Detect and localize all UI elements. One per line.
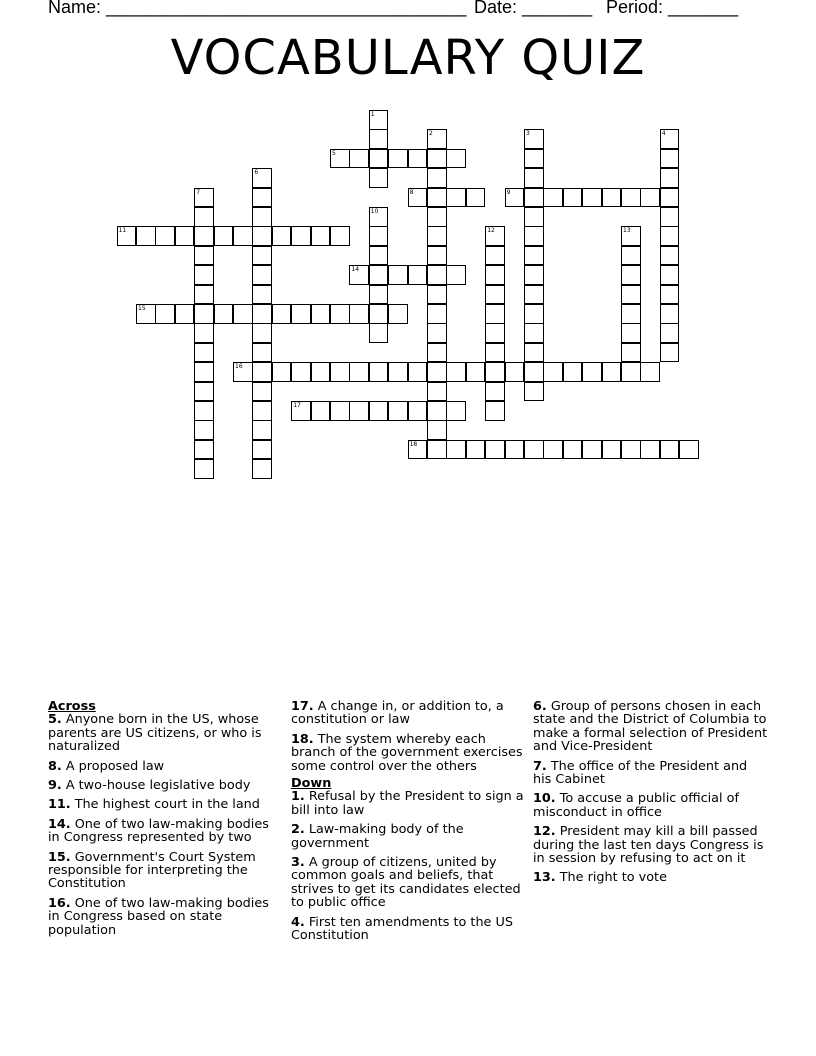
clue-text: A group of citizens, united by common goals and beliefs, that strives to get its candidates elected to public office bbox=[291, 855, 521, 911]
crossword-cell[interactable] bbox=[660, 188, 680, 208]
crossword-cell[interactable] bbox=[446, 265, 466, 285]
crossword-cell[interactable] bbox=[233, 304, 253, 324]
clue-number: 5. bbox=[48, 712, 62, 728]
clue-item bbox=[291, 916, 529, 943]
crossword-cell[interactable] bbox=[194, 343, 214, 363]
crossword-cell[interactable] bbox=[194, 440, 214, 460]
crossword-cell[interactable] bbox=[252, 420, 272, 440]
clue-number: 6. bbox=[533, 699, 547, 714]
crossword-cell[interactable] bbox=[330, 226, 350, 246]
crossword-cell[interactable] bbox=[621, 188, 641, 208]
cell-number: 6 bbox=[254, 169, 259, 177]
clue-item bbox=[291, 823, 529, 850]
cell-number: 7 bbox=[196, 188, 201, 196]
clue-number: 2. bbox=[291, 822, 305, 838]
crossword-cell[interactable] bbox=[602, 362, 622, 382]
crossword-cell[interactable] bbox=[272, 304, 292, 324]
crossword-cell[interactable] bbox=[660, 168, 680, 188]
crossword-cell[interactable] bbox=[311, 401, 331, 421]
crossword-cell[interactable] bbox=[427, 188, 447, 208]
clue-number: 15. bbox=[48, 849, 71, 865]
crossword-cell[interactable] bbox=[602, 440, 622, 460]
crossword-cell[interactable] bbox=[291, 401, 311, 421]
crossword-cell[interactable] bbox=[272, 226, 292, 246]
crossword-cell[interactable] bbox=[427, 226, 447, 246]
crossword-cell[interactable] bbox=[388, 304, 408, 324]
crossword-cell[interactable] bbox=[524, 362, 544, 382]
crossword-cell[interactable] bbox=[446, 188, 466, 208]
crossword-cell[interactable] bbox=[369, 246, 389, 266]
crossword-cell[interactable] bbox=[194, 188, 214, 208]
crossword-cell[interactable] bbox=[621, 304, 641, 324]
crossword-cell[interactable] bbox=[252, 362, 272, 382]
crossword-cell[interactable] bbox=[291, 362, 311, 382]
clue-text: The highest court in the land bbox=[70, 797, 260, 813]
crossword-cell[interactable] bbox=[408, 188, 428, 208]
clue-text: One of two law-making bodies in Congress based on state population bbox=[48, 895, 269, 938]
clue-text: A proposed law bbox=[61, 758, 165, 774]
clue-text: Government's Court System responsible for interpreting the Constitution bbox=[48, 849, 256, 892]
clue-item bbox=[533, 871, 769, 884]
clue-text: Anyone born in the US, whose parents are US citizens, or who is naturalized bbox=[48, 712, 262, 755]
cell-number: 8 bbox=[409, 188, 414, 196]
clue-item bbox=[533, 760, 769, 787]
crossword-cell[interactable] bbox=[485, 285, 505, 305]
crossword-cell[interactable] bbox=[582, 362, 602, 382]
crossword-cell[interactable] bbox=[252, 401, 272, 421]
clue-number: 14. bbox=[48, 816, 71, 832]
crossword-cell[interactable] bbox=[660, 129, 680, 149]
cell-number: 15 bbox=[138, 305, 146, 312]
crossword-cell[interactable] bbox=[427, 246, 447, 266]
crossword-cell[interactable] bbox=[505, 188, 525, 208]
crossword-cell[interactable] bbox=[252, 168, 272, 188]
crossword-cell[interactable] bbox=[233, 226, 253, 246]
clue-text: A change in, or addition to, a constitution or law bbox=[291, 699, 504, 728]
clue-text: To accuse a public official of misconduct in office bbox=[533, 791, 739, 820]
crossword-cell[interactable] bbox=[524, 207, 544, 227]
crossword-cell[interactable] bbox=[621, 226, 641, 246]
crossword-cell[interactable] bbox=[485, 401, 505, 421]
crossword-cell[interactable] bbox=[446, 149, 466, 169]
crossword-cell[interactable] bbox=[194, 401, 214, 421]
crossword-cell[interactable] bbox=[640, 188, 660, 208]
page-title: VOCABULARY QUIZ bbox=[170, 30, 646, 86]
crossword-cell[interactable] bbox=[252, 207, 272, 227]
crossword-cell[interactable] bbox=[427, 129, 447, 149]
crossword-cell[interactable] bbox=[194, 265, 214, 285]
crossword-cell[interactable] bbox=[485, 304, 505, 324]
clue-number: 1. bbox=[291, 789, 305, 805]
crossword-cell[interactable] bbox=[349, 149, 369, 169]
crossword-cell[interactable] bbox=[524, 440, 544, 460]
crossword-cell[interactable] bbox=[194, 226, 214, 246]
crossword-cell[interactable] bbox=[272, 362, 292, 382]
crossword-cell[interactable] bbox=[446, 440, 466, 460]
clue-number: 4. bbox=[291, 914, 305, 930]
crossword-cell[interactable] bbox=[524, 382, 544, 402]
crossword-cell[interactable] bbox=[485, 440, 505, 460]
clue-item bbox=[291, 733, 529, 773]
crossword-cell[interactable] bbox=[408, 149, 428, 169]
crossword-cell[interactable] bbox=[466, 362, 486, 382]
clue-item bbox=[48, 779, 276, 792]
crossword-cell[interactable] bbox=[524, 265, 544, 285]
crossword-cell[interactable] bbox=[136, 226, 156, 246]
crossword-cell[interactable] bbox=[252, 382, 272, 402]
cell-number: 10 bbox=[370, 208, 379, 215]
clue-number: 8. bbox=[48, 758, 62, 774]
cell-number: 18 bbox=[409, 440, 418, 448]
crossword-cell[interactable] bbox=[427, 401, 447, 421]
crossword-cell[interactable] bbox=[408, 265, 428, 285]
crossword-cell[interactable] bbox=[233, 362, 253, 382]
crossword-cell[interactable] bbox=[214, 304, 234, 324]
crossword-cell[interactable] bbox=[524, 285, 544, 305]
crossword-cell[interactable] bbox=[660, 265, 680, 285]
crossword-cell[interactable] bbox=[349, 304, 369, 324]
crossword-cell[interactable] bbox=[660, 285, 680, 305]
clue-number: 9. bbox=[48, 778, 62, 794]
crossword-cell[interactable] bbox=[349, 362, 369, 382]
crossword-cell[interactable] bbox=[252, 226, 272, 246]
crossword-cell[interactable] bbox=[194, 382, 214, 402]
crossword-cell[interactable] bbox=[446, 401, 466, 421]
crossword-cell[interactable] bbox=[524, 343, 544, 363]
crossword-cell[interactable] bbox=[505, 362, 525, 382]
clue-number: 18. bbox=[291, 731, 314, 747]
crossword-cell[interactable] bbox=[524, 323, 544, 343]
cell-number: 17 bbox=[293, 402, 301, 409]
crossword-cell[interactable] bbox=[194, 304, 214, 324]
crossword-cell[interactable] bbox=[369, 285, 389, 305]
crossword-cell[interactable] bbox=[660, 440, 680, 460]
crossword-cell[interactable] bbox=[252, 246, 272, 266]
date-field-label: Date: _______ bbox=[474, 0, 593, 17]
crossword-cell[interactable] bbox=[291, 226, 311, 246]
crossword-cell[interactable] bbox=[640, 362, 660, 382]
crossword-cell[interactable] bbox=[311, 226, 331, 246]
crossword-cell[interactable] bbox=[660, 246, 680, 266]
clue-number: 12. bbox=[533, 824, 556, 840]
clue-text: First ten amendments to the US Constitution bbox=[291, 914, 513, 944]
clue-text: The office of the President and his Cabinet bbox=[533, 758, 748, 788]
crossword-cell[interactable] bbox=[427, 382, 447, 402]
crossword-cell[interactable] bbox=[369, 149, 389, 169]
cell-number: 12 bbox=[487, 227, 495, 235]
crossword-cell[interactable] bbox=[408, 362, 428, 382]
clue-item bbox=[48, 851, 276, 891]
cell-number: 11 bbox=[118, 227, 127, 235]
crossword-cell[interactable] bbox=[369, 129, 389, 149]
clue-number: 13. bbox=[533, 870, 556, 886]
clue-item bbox=[48, 897, 276, 937]
crossword-cell[interactable] bbox=[349, 401, 369, 421]
crossword-cell[interactable] bbox=[660, 149, 680, 169]
crossword-cell[interactable] bbox=[621, 246, 641, 266]
cell-number: 14 bbox=[351, 266, 360, 274]
crossword-cell[interactable] bbox=[194, 246, 214, 266]
crossword-cell[interactable] bbox=[621, 362, 641, 382]
down-heading: Down bbox=[291, 776, 332, 792]
crossword-cell[interactable] bbox=[582, 440, 602, 460]
crossword-cell[interactable] bbox=[427, 207, 447, 227]
crossword-cell[interactable] bbox=[252, 323, 272, 343]
clue-number: 16. bbox=[48, 895, 71, 911]
crossword-cell[interactable] bbox=[194, 323, 214, 343]
clue-text: A two-house legislative body bbox=[61, 778, 251, 794]
crossword-cell[interactable] bbox=[330, 149, 350, 169]
crossword-cell[interactable] bbox=[427, 323, 447, 343]
clue-text: The system whereby each branch of the government exercises some control over the others bbox=[291, 731, 523, 774]
crossword-cell[interactable] bbox=[388, 149, 408, 169]
cell-number: 13 bbox=[623, 227, 631, 235]
crossword-cell[interactable] bbox=[427, 304, 447, 324]
crossword-cell[interactable] bbox=[252, 285, 272, 305]
crossword-cell[interactable] bbox=[252, 459, 272, 479]
crossword-cell[interactable] bbox=[194, 285, 214, 305]
clue-text: One of two law-making bodies in Congress represented by two bbox=[48, 816, 269, 846]
crossword-cell[interactable] bbox=[388, 362, 408, 382]
clue-number: 3. bbox=[291, 855, 305, 871]
crossword-cell[interactable] bbox=[175, 304, 195, 324]
crossword-cell[interactable] bbox=[117, 226, 137, 246]
crossword-cell[interactable] bbox=[563, 362, 583, 382]
crossword-cell[interactable] bbox=[427, 285, 447, 305]
crossword-cell[interactable] bbox=[369, 362, 389, 382]
crossword-cell[interactable] bbox=[388, 401, 408, 421]
crossword-cell[interactable] bbox=[175, 226, 195, 246]
crossword-cell[interactable] bbox=[640, 440, 660, 460]
period-field-label: Period: _______ bbox=[606, 0, 739, 17]
crossword-cell[interactable] bbox=[155, 304, 175, 324]
crossword-cell[interactable] bbox=[408, 401, 428, 421]
crossword-cell[interactable] bbox=[155, 226, 175, 246]
crossword-cell[interactable] bbox=[311, 304, 331, 324]
clues-column-3 bbox=[533, 700, 769, 891]
crossword-cell[interactable] bbox=[136, 304, 156, 324]
crossword-cell[interactable] bbox=[543, 188, 563, 208]
crossword-cell[interactable] bbox=[524, 188, 544, 208]
clue-item bbox=[533, 825, 769, 865]
crossword-cell[interactable] bbox=[252, 188, 272, 208]
across-heading: Across bbox=[48, 699, 96, 714]
cell-number: 4 bbox=[661, 130, 666, 138]
crossword-cell[interactable] bbox=[660, 343, 680, 363]
cell-number: 2 bbox=[429, 130, 433, 138]
crossword-cell[interactable] bbox=[485, 343, 505, 363]
clue-number: 10. bbox=[533, 791, 556, 807]
clues-column-1 bbox=[48, 700, 276, 943]
crossword-cell[interactable] bbox=[660, 207, 680, 227]
crossword-cell[interactable] bbox=[563, 188, 583, 208]
crossword-cell[interactable] bbox=[369, 304, 389, 324]
cell-number: 5 bbox=[332, 149, 336, 157]
cell-number: 16 bbox=[235, 363, 243, 371]
crossword-cell[interactable] bbox=[291, 304, 311, 324]
crossword-cell[interactable] bbox=[466, 188, 486, 208]
clue-item bbox=[291, 700, 529, 727]
crossword-cell[interactable] bbox=[369, 226, 389, 246]
crossword-cell[interactable] bbox=[524, 149, 544, 169]
crossword-cell[interactable] bbox=[505, 440, 525, 460]
crossword-cell[interactable] bbox=[582, 188, 602, 208]
clue-number: 11. bbox=[48, 797, 71, 813]
crossword-cell[interactable] bbox=[252, 343, 272, 363]
crossword-cell[interactable] bbox=[427, 168, 447, 188]
crossword-cell[interactable] bbox=[194, 207, 214, 227]
crossword-cell[interactable] bbox=[485, 382, 505, 402]
crossword-cell[interactable] bbox=[621, 343, 641, 363]
crossword-cell[interactable] bbox=[369, 110, 389, 130]
crossword-cell[interactable] bbox=[621, 285, 641, 305]
crossword-cell[interactable] bbox=[524, 129, 544, 149]
crossword-cell[interactable] bbox=[252, 440, 272, 460]
clue-text: The right to vote bbox=[555, 870, 667, 886]
clue-text: Law-making body of the government bbox=[291, 822, 464, 851]
crossword-cell[interactable] bbox=[427, 362, 447, 382]
cell-number: 9 bbox=[506, 188, 511, 196]
name-field-label: Name: ____________________________________ bbox=[48, 0, 467, 17]
clue-number: 7. bbox=[533, 758, 547, 774]
crossword-cell[interactable] bbox=[446, 362, 466, 382]
crossword-cell[interactable] bbox=[369, 207, 389, 227]
crossword-cell[interactable] bbox=[466, 440, 486, 460]
crossword-cell[interactable] bbox=[602, 188, 622, 208]
crossword-cell[interactable] bbox=[427, 343, 447, 363]
clue-text: Refusal by the President to sign a bill into law bbox=[291, 789, 524, 818]
crossword-cell[interactable] bbox=[621, 265, 641, 285]
crossword-cell[interactable] bbox=[621, 440, 641, 460]
crossword-cell[interactable] bbox=[214, 226, 234, 246]
crossword-cell[interactable] bbox=[563, 440, 583, 460]
clue-item bbox=[291, 856, 529, 910]
crossword-cell[interactable] bbox=[660, 323, 680, 343]
crossword-cell[interactable] bbox=[621, 323, 641, 343]
clue-item bbox=[48, 760, 276, 773]
clue-item bbox=[533, 792, 769, 819]
clue-item bbox=[48, 798, 276, 811]
crossword-cell[interactable] bbox=[427, 420, 447, 440]
crossword-cell[interactable] bbox=[524, 246, 544, 266]
crossword-cell[interactable] bbox=[349, 265, 369, 285]
crossword-cell[interactable] bbox=[252, 304, 272, 324]
crossword-cell[interactable] bbox=[485, 226, 505, 246]
crossword-cell[interactable] bbox=[485, 246, 505, 266]
clue-number: 17. bbox=[291, 699, 314, 714]
crossword-cell[interactable] bbox=[369, 168, 389, 188]
crossword-cell[interactable] bbox=[524, 304, 544, 324]
crossword-cell[interactable] bbox=[679, 440, 699, 460]
crossword-cell[interactable] bbox=[252, 265, 272, 285]
crossword-cell[interactable] bbox=[408, 440, 428, 460]
crossword-cell[interactable] bbox=[369, 265, 389, 285]
crossword-cell[interactable] bbox=[194, 362, 214, 382]
crossword-cell[interactable] bbox=[427, 265, 447, 285]
crossword-cell[interactable] bbox=[369, 401, 389, 421]
crossword-cell[interactable] bbox=[543, 440, 563, 460]
cell-number: 1 bbox=[370, 111, 375, 118]
crossword-cell[interactable] bbox=[388, 265, 408, 285]
crossword-cell[interactable] bbox=[194, 420, 214, 440]
crossword-cell[interactable] bbox=[330, 362, 350, 382]
crossword-cell[interactable] bbox=[427, 149, 447, 169]
crossword-cell[interactable] bbox=[543, 362, 563, 382]
clue-item bbox=[291, 790, 529, 817]
clue-item bbox=[48, 713, 276, 753]
cell-number: 3 bbox=[526, 130, 530, 138]
crossword-cell[interactable] bbox=[485, 265, 505, 285]
clue-text: Group of persons chosen in each state and the District of Columbia to make a formal selection of President and Vice-President bbox=[533, 699, 768, 755]
crossword-cell[interactable] bbox=[524, 168, 544, 188]
crossword-cell[interactable] bbox=[660, 304, 680, 324]
clue-item bbox=[48, 818, 276, 845]
crossword-cell[interactable] bbox=[660, 226, 680, 246]
crossword-cell[interactable] bbox=[311, 362, 331, 382]
clues-column-2 bbox=[291, 700, 529, 949]
crossword-cell[interactable] bbox=[485, 362, 505, 382]
crossword-cell[interactable] bbox=[330, 401, 350, 421]
crossword-cell[interactable] bbox=[369, 323, 389, 343]
crossword-cell[interactable] bbox=[194, 459, 214, 479]
crossword-cell[interactable] bbox=[330, 304, 350, 324]
crossword-cell[interactable] bbox=[485, 323, 505, 343]
crossword-cell[interactable] bbox=[427, 440, 447, 460]
crossword-cell[interactable] bbox=[524, 226, 544, 246]
clue-text: President may kill a bill passed during the last ten days Congress is in session by refusing to act on it bbox=[533, 824, 764, 867]
clue-item bbox=[533, 700, 769, 754]
